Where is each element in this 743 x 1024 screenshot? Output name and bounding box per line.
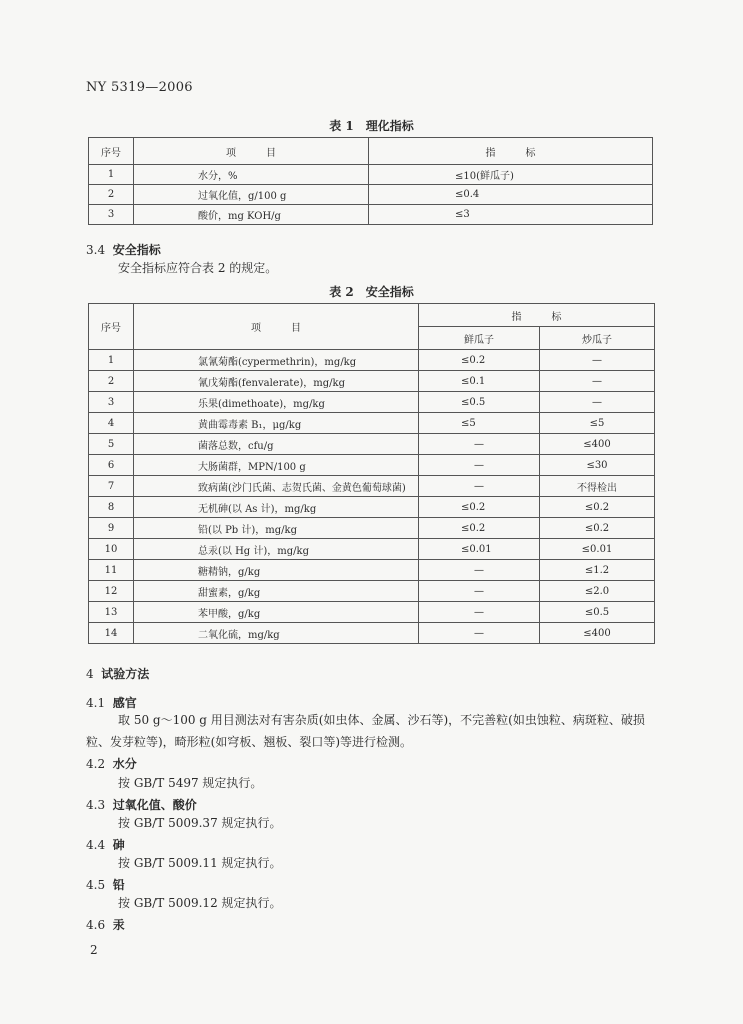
section-4-heading: [86, 665, 149, 682]
table-row: [89, 392, 655, 413]
table2-cell-fresh: —: [419, 581, 540, 602]
table2-cell-no: 9: [89, 518, 134, 539]
table1-cell-no: 1: [89, 165, 134, 185]
table2-cell-no: 7: [89, 476, 134, 497]
table2-cell-roasted: ≤0.01: [540, 539, 655, 560]
table-row: [89, 413, 655, 434]
table2-cell-roasted: ≤1.2: [540, 560, 655, 581]
section-number: 4.5: [86, 878, 106, 892]
section-4-5-text: 按 GB/T 5009.12 规定执行。: [118, 896, 282, 910]
section-number: 4.2: [86, 757, 106, 771]
table-row: [89, 165, 653, 185]
table2-cell-fresh: —: [419, 602, 540, 623]
section-number: 4.3: [86, 798, 106, 812]
section-title: 铅: [112, 878, 125, 892]
table-row: [89, 455, 655, 476]
table2-cell-item: 总汞(以 Hg 计)，mg/kg: [134, 539, 419, 560]
table2-header-no: 序号: [89, 304, 134, 350]
table1: [88, 137, 653, 225]
table2-cell-item: 二氧化硫，mg/kg: [134, 623, 419, 644]
table2: [88, 303, 655, 644]
section-4-1-text: 取 50 g～100 g 用目测法对有害杂质(如虫体、金属、沙石等)，不完善粒(如虫蚀粒、病斑粒、破损粒、发芽粒等)，畸形粒(如穹板、翘板、裂口等)等进行检测。: [86, 713, 645, 749]
table2-cell-item: 铅(以 Pb 计)，mg/kg: [134, 518, 419, 539]
table2-cell-item: 黄曲霉毒素 B₁，μg/kg: [134, 413, 419, 434]
table2-cell-roasted: 不得检出: [540, 476, 655, 497]
table1-cell-item: 过氧化值，g/100 g: [134, 185, 369, 205]
table-row: [89, 602, 655, 623]
table2-cell-roasted: —: [540, 371, 655, 392]
table2-cell-fresh: ≤0.01: [419, 539, 540, 560]
table2-cell-no: 6: [89, 455, 134, 476]
table2-cell-no: 12: [89, 581, 134, 602]
table2-cell-item: 氰戊菊酯(fenvalerate)，mg/kg: [134, 371, 419, 392]
table2-cell-no: 13: [89, 602, 134, 623]
section-3-4-text: 安全指标应符合表 2 的规定。: [118, 261, 278, 275]
section-title: 砷: [112, 838, 125, 852]
table2-cell-item: 糖精钠，g/kg: [134, 560, 419, 581]
table-row: [89, 539, 655, 560]
table2-cell-no: 4: [89, 413, 134, 434]
table2-cell-roasted: ≤0.2: [540, 518, 655, 539]
table-row: [89, 560, 655, 581]
table2-header-item: 项 目: [134, 304, 419, 350]
table2-cell-roasted: ≤30: [540, 455, 655, 476]
table2-cell-fresh: ≤0.1: [419, 371, 540, 392]
document-header: NY 5319—2006: [86, 80, 193, 95]
section-number: 4: [86, 667, 94, 681]
section-4-5-heading: [86, 876, 125, 893]
table2-cell-item: 乐果(dimethoate)，mg/kg: [134, 392, 419, 413]
section-number: 4.1: [86, 696, 106, 710]
table2-cell-fresh: —: [419, 623, 540, 644]
table2-cell-fresh: —: [419, 434, 540, 455]
table2-cell-fresh: ≤0.2: [419, 350, 540, 371]
table2-cell-fresh: ≤0.5: [419, 392, 540, 413]
section-title: 汞: [112, 918, 125, 932]
table2-cell-roasted: ≤0.2: [540, 497, 655, 518]
table-row: [89, 185, 653, 205]
section-3-4-heading: [86, 241, 161, 258]
table-row: [89, 205, 653, 225]
section-title: 过氧化值、酸价: [112, 798, 197, 812]
table2-cell-no: 14: [89, 623, 134, 644]
table2-cell-fresh: ≤0.2: [419, 497, 540, 518]
table2-cell-item: 致病菌(沙门氏菌、志贺氏菌、金黄色葡萄球菌): [134, 476, 419, 497]
table2-cell-no: 8: [89, 497, 134, 518]
table1-cell-item: 酸价，mg KOH/g: [134, 205, 369, 225]
table2-cell-no: 5: [89, 434, 134, 455]
table2-cell-fresh: ≤0.2: [419, 518, 540, 539]
table2-cell-no: 2: [89, 371, 134, 392]
table2-cell-item: 甜蜜素，g/kg: [134, 581, 419, 602]
table2-cell-roasted: ≤400: [540, 623, 655, 644]
table-row: [89, 476, 655, 497]
table2-cell-item: 大肠菌群，MPN/100 g: [134, 455, 419, 476]
table2-cell-no: 1: [89, 350, 134, 371]
section-title: 感官: [112, 696, 137, 710]
table1-header-value: 指 标: [369, 138, 653, 165]
table1-cell-value: ≤0.4: [369, 185, 653, 205]
table1-header-no: 序号: [89, 138, 134, 165]
section-4-2-text: 按 GB/T 5497 规定执行。: [118, 776, 263, 790]
table2-cell-roasted: —: [540, 350, 655, 371]
section-title: 试验方法: [101, 667, 150, 681]
section-4-3-heading: [86, 796, 197, 813]
table2-cell-no: 11: [89, 560, 134, 581]
table2-cell-roasted: ≤2.0: [540, 581, 655, 602]
table2-cell-fresh: ≤5: [419, 413, 540, 434]
section-number: 4.6: [86, 918, 106, 932]
table2-header-row: [89, 304, 655, 327]
section-4-4-heading: [86, 836, 125, 853]
table2-cell-no: 3: [89, 392, 134, 413]
table2-header-value: 指 标: [419, 304, 655, 327]
section-4-2-heading: [86, 755, 137, 772]
table2-cell-item: 苯甲酸，g/kg: [134, 602, 419, 623]
table1-cell-value: ≤10(鲜瓜子): [369, 165, 653, 185]
table1-cell-no: 2: [89, 185, 134, 205]
table2-header-fresh: 鲜瓜子: [419, 327, 540, 350]
table-row: [89, 581, 655, 602]
table2-cell-no: 10: [89, 539, 134, 560]
table2-cell-roasted: ≤5: [540, 413, 655, 434]
section-number: 3.4: [86, 243, 106, 257]
table-row: [89, 518, 655, 539]
table2-cell-item: 菌落总数，cfu/g: [134, 434, 419, 455]
section-4-4-text: 按 GB/T 5009.11 规定执行。: [118, 856, 282, 870]
table2-cell-item: 氯氰菊酯(cypermethrin)，mg/kg: [134, 350, 419, 371]
section-title: 安全指标: [112, 243, 161, 257]
table-row: [89, 350, 655, 371]
table2-cell-roasted: —: [540, 392, 655, 413]
table-row: [89, 434, 655, 455]
section-title: 水分: [112, 757, 137, 771]
table2-cell-item: 无机砷(以 As 计)，mg/kg: [134, 497, 419, 518]
table1-cell-value: ≤3: [369, 205, 653, 225]
section-number: 4.4: [86, 838, 106, 852]
table1-header-row: [89, 138, 653, 165]
table1-cell-item: 水分，%: [134, 165, 369, 185]
table2-cell-roasted: ≤400: [540, 434, 655, 455]
table2-cell-fresh: —: [419, 476, 540, 497]
table2-cell-fresh: —: [419, 560, 540, 581]
table1-caption: 表 1 理化指标: [329, 119, 414, 133]
table1-cell-no: 3: [89, 205, 134, 225]
page-number: 2: [90, 943, 98, 957]
section-4-6-heading: [86, 916, 125, 933]
table2-cell-roasted: ≤0.5: [540, 602, 655, 623]
table1-header-item: 项 目: [134, 138, 369, 165]
table-row: [89, 623, 655, 644]
table-row: [89, 497, 655, 518]
table2-header-roasted: 炒瓜子: [540, 327, 655, 350]
section-4-3-text: 按 GB/T 5009.37 规定执行。: [118, 816, 282, 830]
table2-cell-fresh: —: [419, 455, 540, 476]
table-row: [89, 371, 655, 392]
table2-caption: 表 2 安全指标: [329, 285, 414, 299]
